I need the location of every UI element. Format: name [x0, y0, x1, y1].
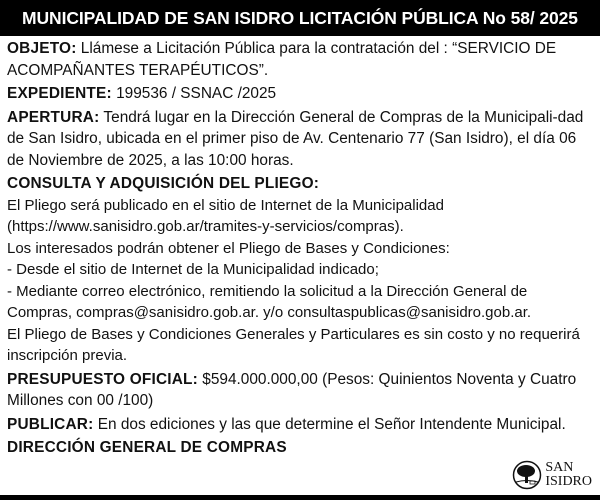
- apertura-text: Tendrá lugar en la Dirección General de Compras de la Municipali-dad de San Isidro, ubicada en el primer piso de Av. Centenario 77 (San Isidro), el día 06 de Noviembre de 2025, a las 10:00 horas.: [7, 108, 584, 169]
- logo-line-1: SAN: [545, 460, 574, 475]
- objeto-label: OBJETO:: [7, 40, 77, 57]
- apertura-section: [7, 107, 594, 172]
- consulta-line: - Mediante correo electrónico, remitiendo la solicitud a la Dirección General de Compras, compras@sanisidro.gob.ar. y/o consultaspublicas@sanisidro.gob.ar.: [7, 282, 532, 321]
- consulta-line: El Pliego será publicado en el sitio de Internet de la Municipalidad (https://www.sanisidro.gob.ar/tramites-y-servicios/compras).: [7, 196, 444, 235]
- san-isidro-logo: [512, 460, 592, 490]
- expediente-text: 199536 / SSNAC /2025: [111, 85, 277, 102]
- consulta-line: Los interesados podrán obtener el Pliego de Bases y Condiciones:: [7, 239, 450, 257]
- publicar-section: [7, 414, 594, 436]
- consulta-line: El Pliego de Bases y Condiciones Generales y Particulares es sin costo y no requerirá inscripción previa.: [7, 325, 580, 364]
- expediente-label: EXPEDIENTE:: [7, 85, 112, 102]
- apertura-label: APERTURA:: [7, 108, 100, 126]
- publicar-text: En dos ediciones y las que determine el Señor Intendente Municipal.: [93, 415, 566, 433]
- notice-title: MUNICIPALIDAD DE SAN ISIDRO LICITACIÓN PÚBLICA No 58/ 2025: [0, 0, 600, 36]
- presupuesto-section: [7, 369, 594, 412]
- notice-body: [0, 36, 600, 459]
- consulta-line: - Desde el sitio de Internet de la Municipalidad indicado;: [7, 261, 379, 278]
- presupuesto-label: PRESUPUESTO OFICIAL:: [7, 370, 198, 388]
- objeto-text: Llámese a Licitación Pública para la contratación del : “SERVICIO DE ACOMPAÑANTES TERAPÉUTICOS”.: [7, 40, 557, 79]
- presupuesto-text: $594.000.000,00 (Pesos: Quinientos Noventa y Cuatro Millones con 00 /100): [7, 370, 577, 409]
- signature: DIRECCIÓN GENERAL DE COMPRAS: [7, 439, 287, 456]
- footer-bar: [0, 495, 600, 500]
- consulta-label: CONSULTA Y ADQUISICIÓN DEL PLIEGO:: [7, 175, 320, 192]
- publicar-label: PUBLICAR:: [7, 415, 94, 433]
- objeto-section: [7, 38, 594, 81]
- tree-emblem-icon: [512, 460, 542, 490]
- logo-line-2: ISIDRO: [545, 474, 592, 489]
- expediente-section: [7, 83, 594, 105]
